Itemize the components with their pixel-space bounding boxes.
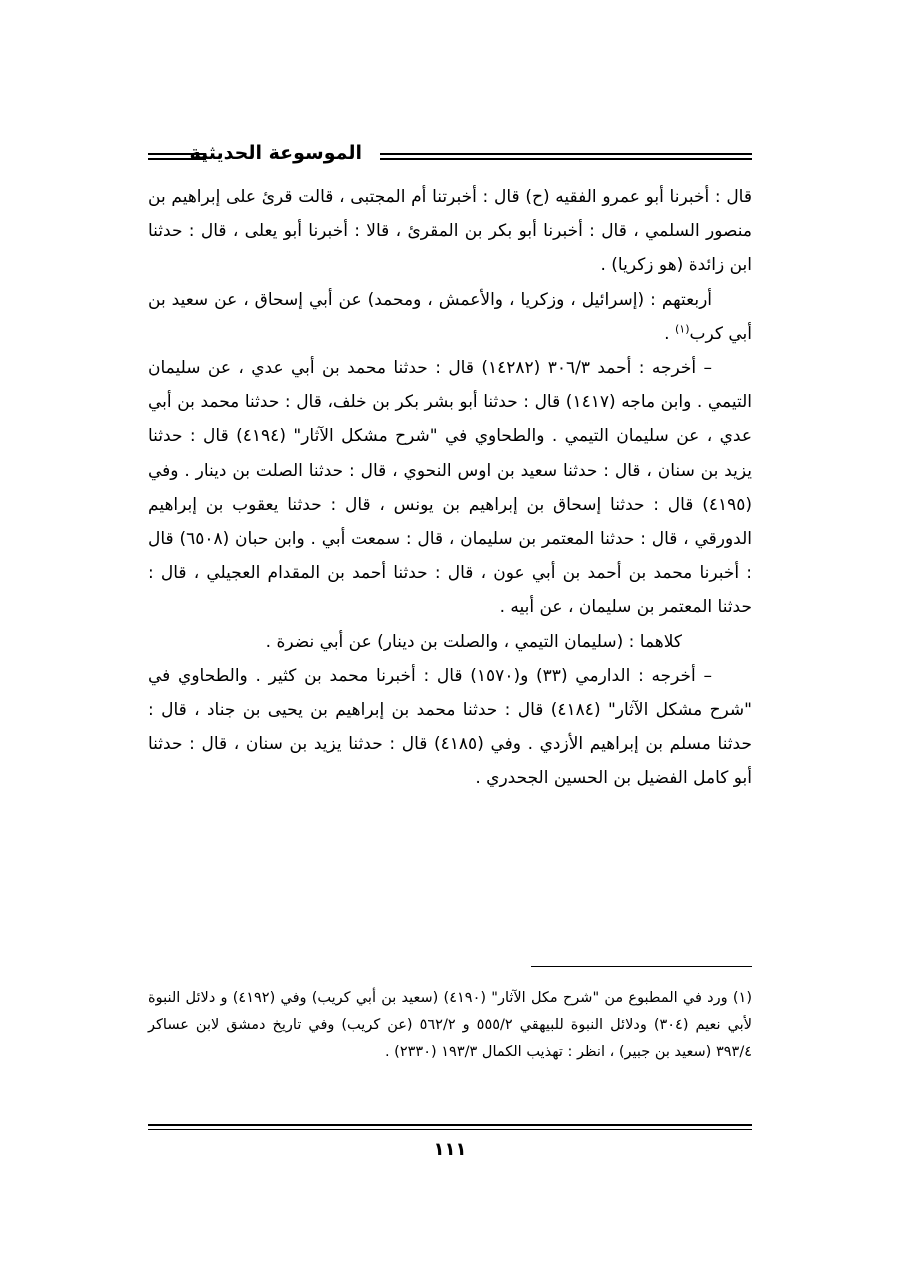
page-number: ١١١ [433,1139,467,1160]
footnote-marker: (١) [674,322,690,336]
paragraph-5: – أخرجه : الدارمي (٣٣) و(١٥٧٠) قال : أخبرنا محمد بن كثير . والطحاوي في "شرح مشكل الآثار" (٤١٨٤) قال : حدثنا محمد بن إبراهيم بن يحيى بن جناد ، قال : حدثنا مسلم بن إبراهيم الأزدي . وفي (٤١٨٥) قال : حدثنا يزيد بن سنان ، قال : حدثنا أبو كامل الفضيل بن الحسين الجحدري . [148,665,752,789]
paragraph-2-end: . [664,323,675,344]
paragraph-4: كلاهما : (سليمان التيمي ، والصلت بن دينار) عن أبي نضرة . [265,631,682,652]
footnote-separator [531,966,752,967]
footnote-1: (١) ورد في المطبوع من "شرح مكل الآثار" (٤١٩٠) (سعيد بن أبي كريب) وفي (٤١٩٢) و دلائل النبوة لأبي نعيم (٣٠٤) ودلائل النبوة للبيهقي ٥٥٥/٢ و ٥٦٢/٢ (عن كريب) وفي تاريخ دمشق لابن عساكر ٣٩٣/٤ (سعيد بن جبير) ، انظر : تهذيب الكمال ١٩٣/٣ (٢٣٣٠) . [148,990,752,1060]
paragraph-2 [148,283,752,351]
header-rule-right [380,153,752,160]
running-header [148,140,752,172]
paragraph-3: – أخرجه : أحمد ٣٠٦/٣ (١٤٢٨٢) قال : حدثنا محمد بن أبي عدي ، عن سليمان التيمي . وابن ماجه (١٤١٧) قال : حدثنا أبو بشر بكر بن خلف، قال : حدثنا محمد بن أبي عدي ، عن سليمان التيمي . والطحاوي في "شرح مشكل الآثار" (٤١٩٤) قال : حدثنا يزيد بن سنان ، قال : حدثنا سعيد بن اوس النحوي ، قال : حدثنا الصلت بن دينار . وفي (٤١٩٥) قال : حدثنا إسحاق بن إبراهيم بن يونس ، قال : حدثنا يعقوب بن إبراهيم الدورقي ، قال : حدثنا المعتمر بن سليمان ، قال : سمعت أبي . وابن حبان (٦٥٠٨) قال : أخبرنا محمد بن أحمد بن أبي عون ، قال : حدثنا أحمد بن المقدام العجيلي ، قال : حدثنا المعتمر بن سليمان ، عن أبيه . [148,358,752,618]
header-rule-left [148,153,206,160]
footer-rule [148,1124,752,1130]
main-text [148,180,752,796]
paragraph-1: قال : أخبرنا أبو عمرو الفقيه (ح) قال : أخبرتنا أم المجتبى ، قالت قرئ على إبراهيم بن منصور السلمي ، قال : أخبرنا أبو بكر بن المقرئ ، قالا : أخبرنا أبو يعلى ، قال : حدثنا ابن زائدة (هو زكريا) . [148,187,752,276]
paragraph-2-text: أربعتهم : (إسرائيل ، وزكريا ، والأعمش ، ومحمد) عن أبي إسحاق ، عن سعيد بن أبي كرب [148,289,752,344]
footnotes [148,985,752,1066]
running-header-title: الموسوعة الحديثية [189,142,362,164]
